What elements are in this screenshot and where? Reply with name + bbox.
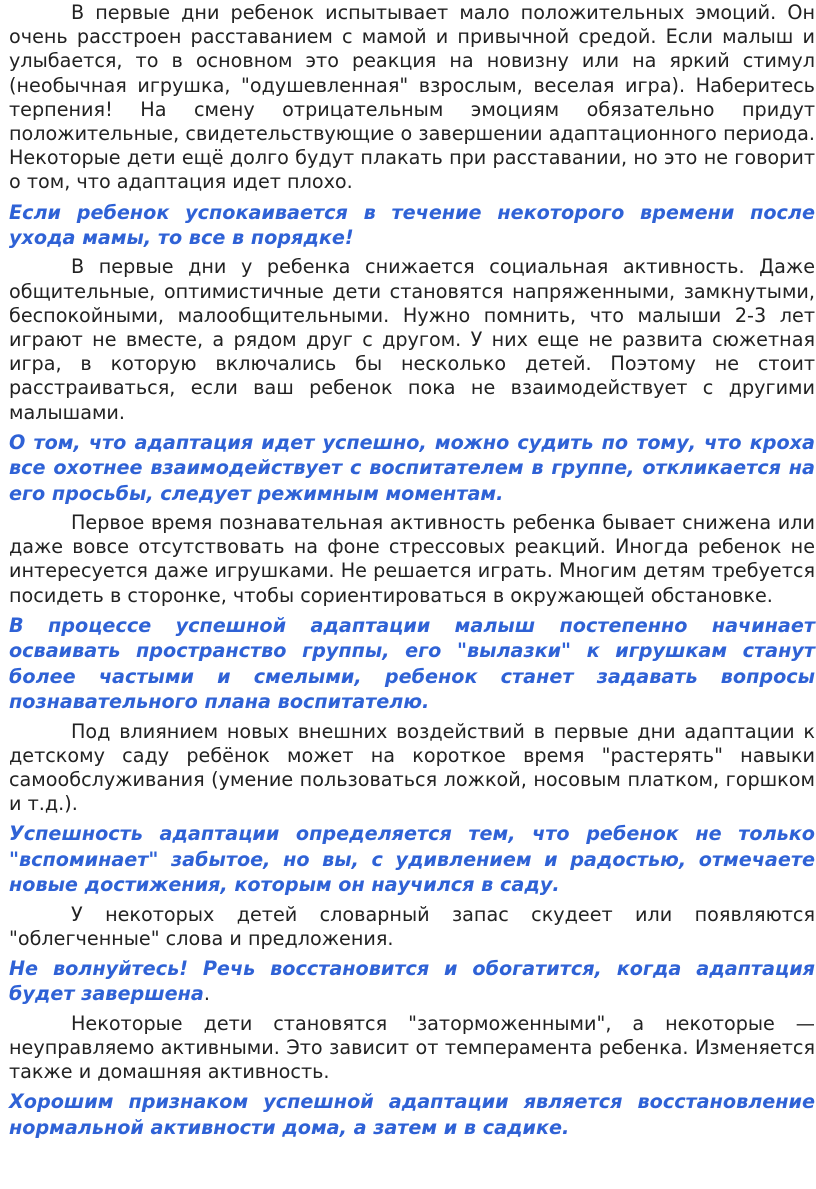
paragraph-2: В первые дни у ребенка снижается социальная активность. Даже общительные, оптимистичные дети становятся напряженными, замкнутыми, беспокойными, малообщительными. Нужно помнить, что малыши 2-3 лет играют не вместе, а рядом друг с другом. У них еще не развита сюжетная игра, в которую включались бы несколько детей. Поэтому не стоит расстраиваться, если ваш ребенок пока не взаимодействует с другими малышами. — [9, 255, 815, 424]
callout-5 — [9, 956, 815, 1007]
callout-1: Если ребенок успокаивается в течение некоторого времени после ухода мамы, то все в порядке! — [9, 200, 815, 250]
paragraph-5: У некоторых детей словарный запас скудеет или появляются "облегченные" слова и предложения. — [9, 902, 815, 950]
callout-4: Успешность адаптации определяется тем, что ребенок не только "вспоминает" забытое, но вы, с удивлением и радостью, отмечаете новые достижения, которым он научился в саду. — [9, 822, 815, 897]
callout-2: О том, что адаптация идет успешно, можно судить по тому, что кроха все охотнее взаимодействует с воспитателем в группе, откликается на его просьбы, следует режимным моментам. — [9, 430, 815, 505]
callout-5-text: Не волнуйтесь! Речь восстановится и обогатится, когда адаптация будет завершена — [9, 956, 815, 1006]
paragraph-6: Некоторые дети становятся "заторможенными", а некоторые — неуправляемо активными. Это зависит от темперамента ребенка. Изменяется также и домашняя активность. — [9, 1011, 815, 1084]
callout-6: Хорошим признаком успешной адаптации является восстановление нормальной активности дома, а затем и в садике. — [9, 1090, 815, 1139]
paragraph-1: В первые дни ребенок испытывает мало положительных эмоций. Он очень расстроен расставанием с мамой и привычной средой. Если малыш и улыбается, то в основном это реакция на новизну или на яркий стимул (необычная игрушка, "одушевленная" взрослым, веселая игра). Наберитесь терпения! На смену отрицательным эмоциям обязательно придут положительные, свидетельствующие о завершении адаптационного периода. Некоторые дети ещё долго будут плакать при расставании, но это не говорит о том, что адаптация идет плохо. — [9, 1, 815, 194]
callout-3: В процессе успешной адаптации малыш постепенно начинает осваивать пространство группы, его "вылазки" к игрушкам станут более частыми и смелыми, ребенок станет задавать вопросы познавательного плана воспитателю. — [9, 613, 815, 714]
callout-5-period: . — [203, 982, 210, 1006]
paragraph-4: Под влиянием новых внешних воздействий в первые дни адаптации к детскому саду ребёнок может на короткое время "растерять" навыки самообслуживания (умение пользоваться ложкой, носовым платком, горшком и т.д.). — [9, 719, 815, 816]
paragraph-3: Первое время познавательная активность ребенка бывает снижена или даже вовсе отсутствовать на фоне стрессовых реакций. Иногда ребенок не интересуется даже игрушками. Не решается играть. Многим детям требуется посидеть в сторонке, чтобы сориентироваться в окружающей обстановке. — [9, 511, 815, 607]
document-page — [9, 1, 815, 1145]
